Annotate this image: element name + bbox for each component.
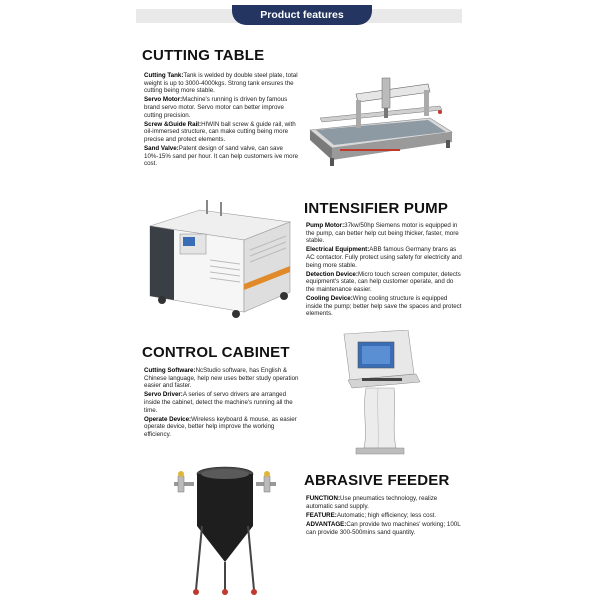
intensifier-pump-image bbox=[140, 200, 300, 328]
feature-item: Cooling Device:Wing cooling structure is equipped inside the pump; better help save the spaces and protect elements. bbox=[306, 295, 462, 318]
feature-item: Operate Device:Wireless keyboard & mouse, as easier operate device, better help improve the working efficiency. bbox=[144, 415, 297, 438]
section-title-control-cabinet: CONTROL CABINET bbox=[142, 344, 290, 361]
abrasive-feeder-features bbox=[306, 495, 462, 538]
feature-item: FEATURE:Automatic; high efficiency; less cost. bbox=[306, 511, 437, 519]
intensifier-pump-features bbox=[306, 222, 462, 320]
feature-item: Servo Driver:A series of servo drivers are arranged inside the cabinet, detect the machine's running all the time. bbox=[144, 391, 293, 414]
feature-item: Servo Motor:Machine's running is driven by famous brand servo motor. Servo motor can better improve cutting precision. bbox=[144, 96, 288, 119]
feature-item: Sand Valve:Patent design of sand valve, can save 10%-15% sand per hour. It can help customers ive more cost. bbox=[144, 145, 299, 168]
feature-item: Screw &Guide Rail:HIWIN ball screw & guide rail, with oil-immersed structure, can make cutting being more precise and protect elements. bbox=[144, 120, 296, 143]
feature-item: FUNCTION:Use pneumatics technology, realize automatic sand supply. bbox=[306, 495, 438, 510]
feature-item: Electrical Equipment:ABB famous Germany brans as AC contactor. Fully protect using safety for electricity and being more stable. bbox=[306, 246, 462, 269]
cutting-table-features bbox=[144, 72, 302, 170]
section-title-cutting-table: CUTTING TABLE bbox=[142, 47, 265, 64]
control-cabinet-features bbox=[144, 367, 300, 440]
feature-item: Cutting Software:NcStudio software, has English & Chinese language, help new uses better study operation easier and faster. bbox=[144, 367, 299, 390]
page-title: Product features bbox=[232, 5, 372, 25]
control-cabinet-image bbox=[338, 330, 422, 458]
feature-item: Detection Device:Micro touch screen computer, detects equipment's state, can help customer operate, and do the maintenance easier. bbox=[306, 270, 461, 293]
section-title-intensifier-pump: INTENSIFIER PUMP bbox=[304, 200, 449, 217]
feature-item: ADVANTAGE:Can provide two machines' working; 100L can provide 300-500mins sand quantity. bbox=[306, 520, 461, 536]
feature-item: Pump Motor:37kw/50hp Siemens motor is equipped in the pump, can better help cut being thicker, faster, more stable. bbox=[306, 222, 459, 245]
cutting-table-image bbox=[300, 70, 460, 170]
section-title-abrasive-feeder: ABRASIVE FEEDER bbox=[304, 472, 450, 489]
abrasive-feeder-image bbox=[166, 462, 284, 598]
feature-item: Cutting Tank:Tank is welded by double steel plate, total weight is up to 3000-4000kgs. Strong tank ensures the cutting being more stable. bbox=[144, 72, 298, 95]
